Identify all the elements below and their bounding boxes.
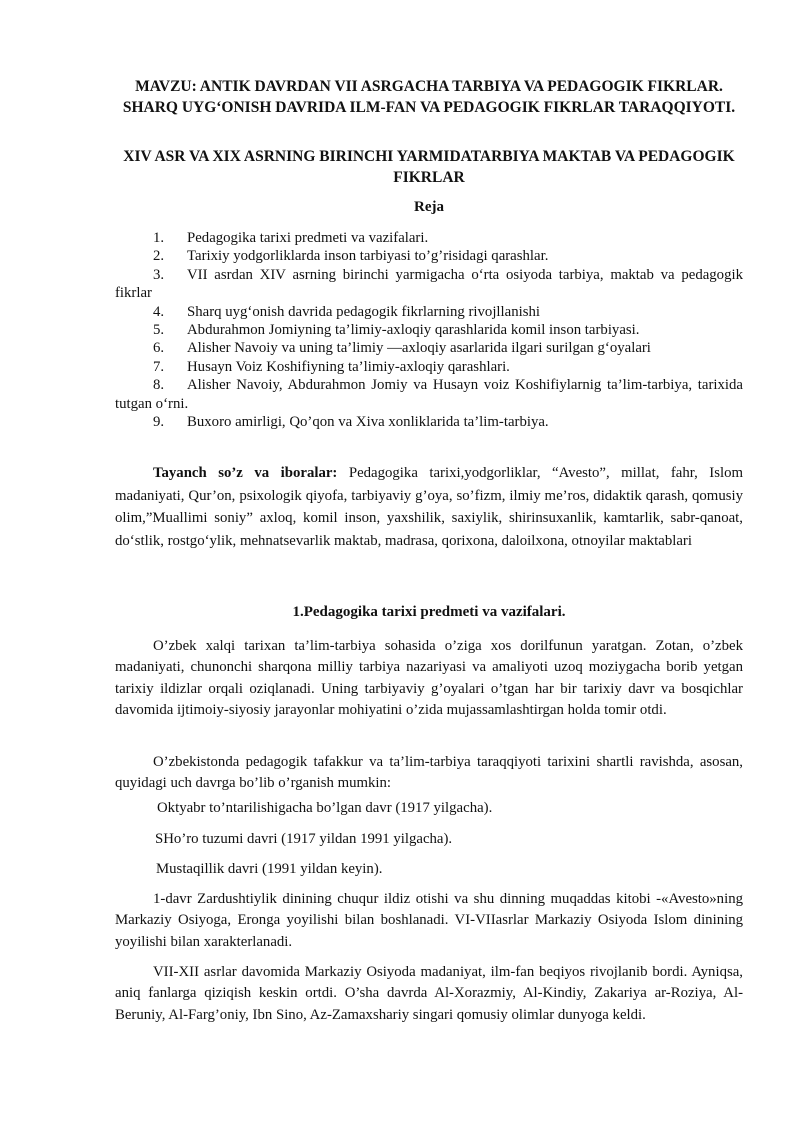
list-item xyxy=(115,229,743,247)
list-item xyxy=(115,247,743,265)
document-title: MAVZU: ANTIK DAVRDAN VII ASRGACHA TARBIYA VA PEDAGOGIK FIKRLAR. SHARQ UYG‘ONISH DAVRIDA ILM-FAN VA PEDAGOGIK FIKRLAR TARAQQIYOTI. xyxy=(122,78,736,116)
list-item-text: Tarixiy yodgorliklarda inson tarbiyasi to’g’risidagi qarashlar. xyxy=(187,248,549,265)
list-item-text: Pedagogika tarixi predmeti va vazifalari. xyxy=(187,230,429,246)
list-item-number: 5. xyxy=(153,322,165,339)
list-item-text: Husayn Voiz Koshifiyning ta’limiy-axloqiy qarashlari. xyxy=(187,358,510,375)
body-paragraph: 1-davr Zardushtiylik dinining chuqur ildiz otishi va shu dinning muqaddas kitobi -«Avesto»ning Markaziy Osiyoga, Eronga yoyilishi bilan boshlanadi. VI-VIIasrlar Markaziy Osiyoda Islom dinining yoyilishi bilan xarakterlanadi. xyxy=(115,891,743,950)
list-item-number: 8. xyxy=(153,377,165,394)
list-item xyxy=(115,303,743,321)
list-item xyxy=(115,413,743,431)
plan-list xyxy=(115,229,743,431)
list-item-number: 9. xyxy=(153,414,165,431)
body-paragraph: O’zbekistonda pedagogik tafakkur va ta’lim-tarbiya taraqqiyoti tarixini shartli ravishda, asosan, quyidagi uch davrga bo’lib o’rganish mumkin: xyxy=(115,754,743,792)
period-item: Oktyabr to’ntarilishigacha bo’lgan davr (1917 yilgacha). xyxy=(157,800,493,816)
section-heading: 1.Pedagogika tarixi predmeti va vazifalari. xyxy=(292,604,566,620)
body-paragraph: VII-XII asrlar davomida Markaziy Osiyoda madaniyat, ilm-fan beqiyos rivojlanib bordi. Ayniqsa, aniq fanlarga qiziqish keskin ortdi. O’sha davrda Al-Xorazmiy, Al-Kindiy, Zakariya ar-Roziya, Al-Beruniy, Al-Farg’oniy, Ibn Sino, Az-Zamaxshariy singari qomusiy olimlar dunyoga keldi. xyxy=(115,964,743,1023)
list-item-number: 3. xyxy=(153,266,165,283)
list-item-text: Alisher Navoiy, Abdurahmon Jomiy va Husayn voiz Koshifiylarnig ta’lim-tarbiya, tarixida tutgan o‘rni. xyxy=(115,377,743,412)
list-item-number: 2. xyxy=(153,248,165,265)
list-item xyxy=(115,339,743,357)
list-item xyxy=(115,321,743,339)
list-item-number: 1. xyxy=(153,230,165,246)
list-item xyxy=(115,266,743,303)
plan-heading: Reja xyxy=(414,199,444,215)
list-item-text: Abdurahmon Jomiyning ta’limiy-axloqiy qarashlarida komil inson tarbiyasi. xyxy=(187,322,640,339)
keywords-paragraph xyxy=(115,462,743,552)
list-item-number: 4. xyxy=(153,303,165,320)
list-item-text: Sharq uyg‘onish davrida pedagogik fikrlarning rivojllanishi xyxy=(187,303,541,320)
list-item xyxy=(115,376,743,413)
list-item-number: 7. xyxy=(153,358,165,375)
document-subtitle: XIV ASR VA XIX ASRNING BIRINCHI YARMIDATARBIYA MAKTAB VA PEDAGOGIK FIKRLAR xyxy=(123,148,735,186)
keywords-label: Tayanch so’z va iboralar: xyxy=(153,465,338,481)
list-item-text: VII asrdan XIV asrning birinchi yarmigacha o‘rta osiyoda tarbiya, maktab va pedagogik fikrlar xyxy=(115,266,743,302)
list-item xyxy=(115,358,743,376)
list-item-text: Alisher Navoiy va uning ta’limiy —axloqiy asarlarida ilgari surilgan g‘oyalari xyxy=(187,340,651,357)
period-item: Mustaqillik davri (1991 yildan keyin). xyxy=(156,861,383,877)
list-item-number: 6. xyxy=(153,340,165,357)
list-item-text: Buxoro amirligi, Qo’qon va Xiva xonliklarida ta’lim-tarbiya. xyxy=(187,414,549,431)
keywords-text: Pedagogika tarixi,yodgorliklar, “Avesto”, millat, fahr, Islom madaniyati, Qur’on, psixologik qiyofa, tarbiyaviy g’oya, so’fizm, ilmiy me’ros, didaktik qarash, qomusiy olim,”Muallimi soniy” axloq, komil inson, yaxshilik, saxiylik, shirinsuxanlik, kamtarlik, sabr-qanoat, do‘stlik, rostgo‘ylik, mehnatsevarlik maktab, madrasa, qorixona, daloilxona, otnoyilar maktablari xyxy=(115,465,743,549)
period-item: SHo’ro tuzumi davri (1917 yildan 1991 yilgacha). xyxy=(155,831,453,847)
body-paragraph: O’zbek xalqi tarixan ta’lim-tarbiya sohasida o’ziga xos dorilfunun yaratgan. Zotan, o’zbek madaniyati, chunonchi sharqona milliy tarbiya nazariyasi va amaliyoti uzoq moziygacha borib yetgan tarixiy ildizlar orqali oziqlanadi. Uning tarbiyaviy g’oyalari o’tgan har bir tarixiy davr va bosqichlar davomida ijtimoiy-siyosiy jarayonlar mohiyatini o’zida mujassamlashtirgan holda tomir otdi. xyxy=(115,638,743,719)
